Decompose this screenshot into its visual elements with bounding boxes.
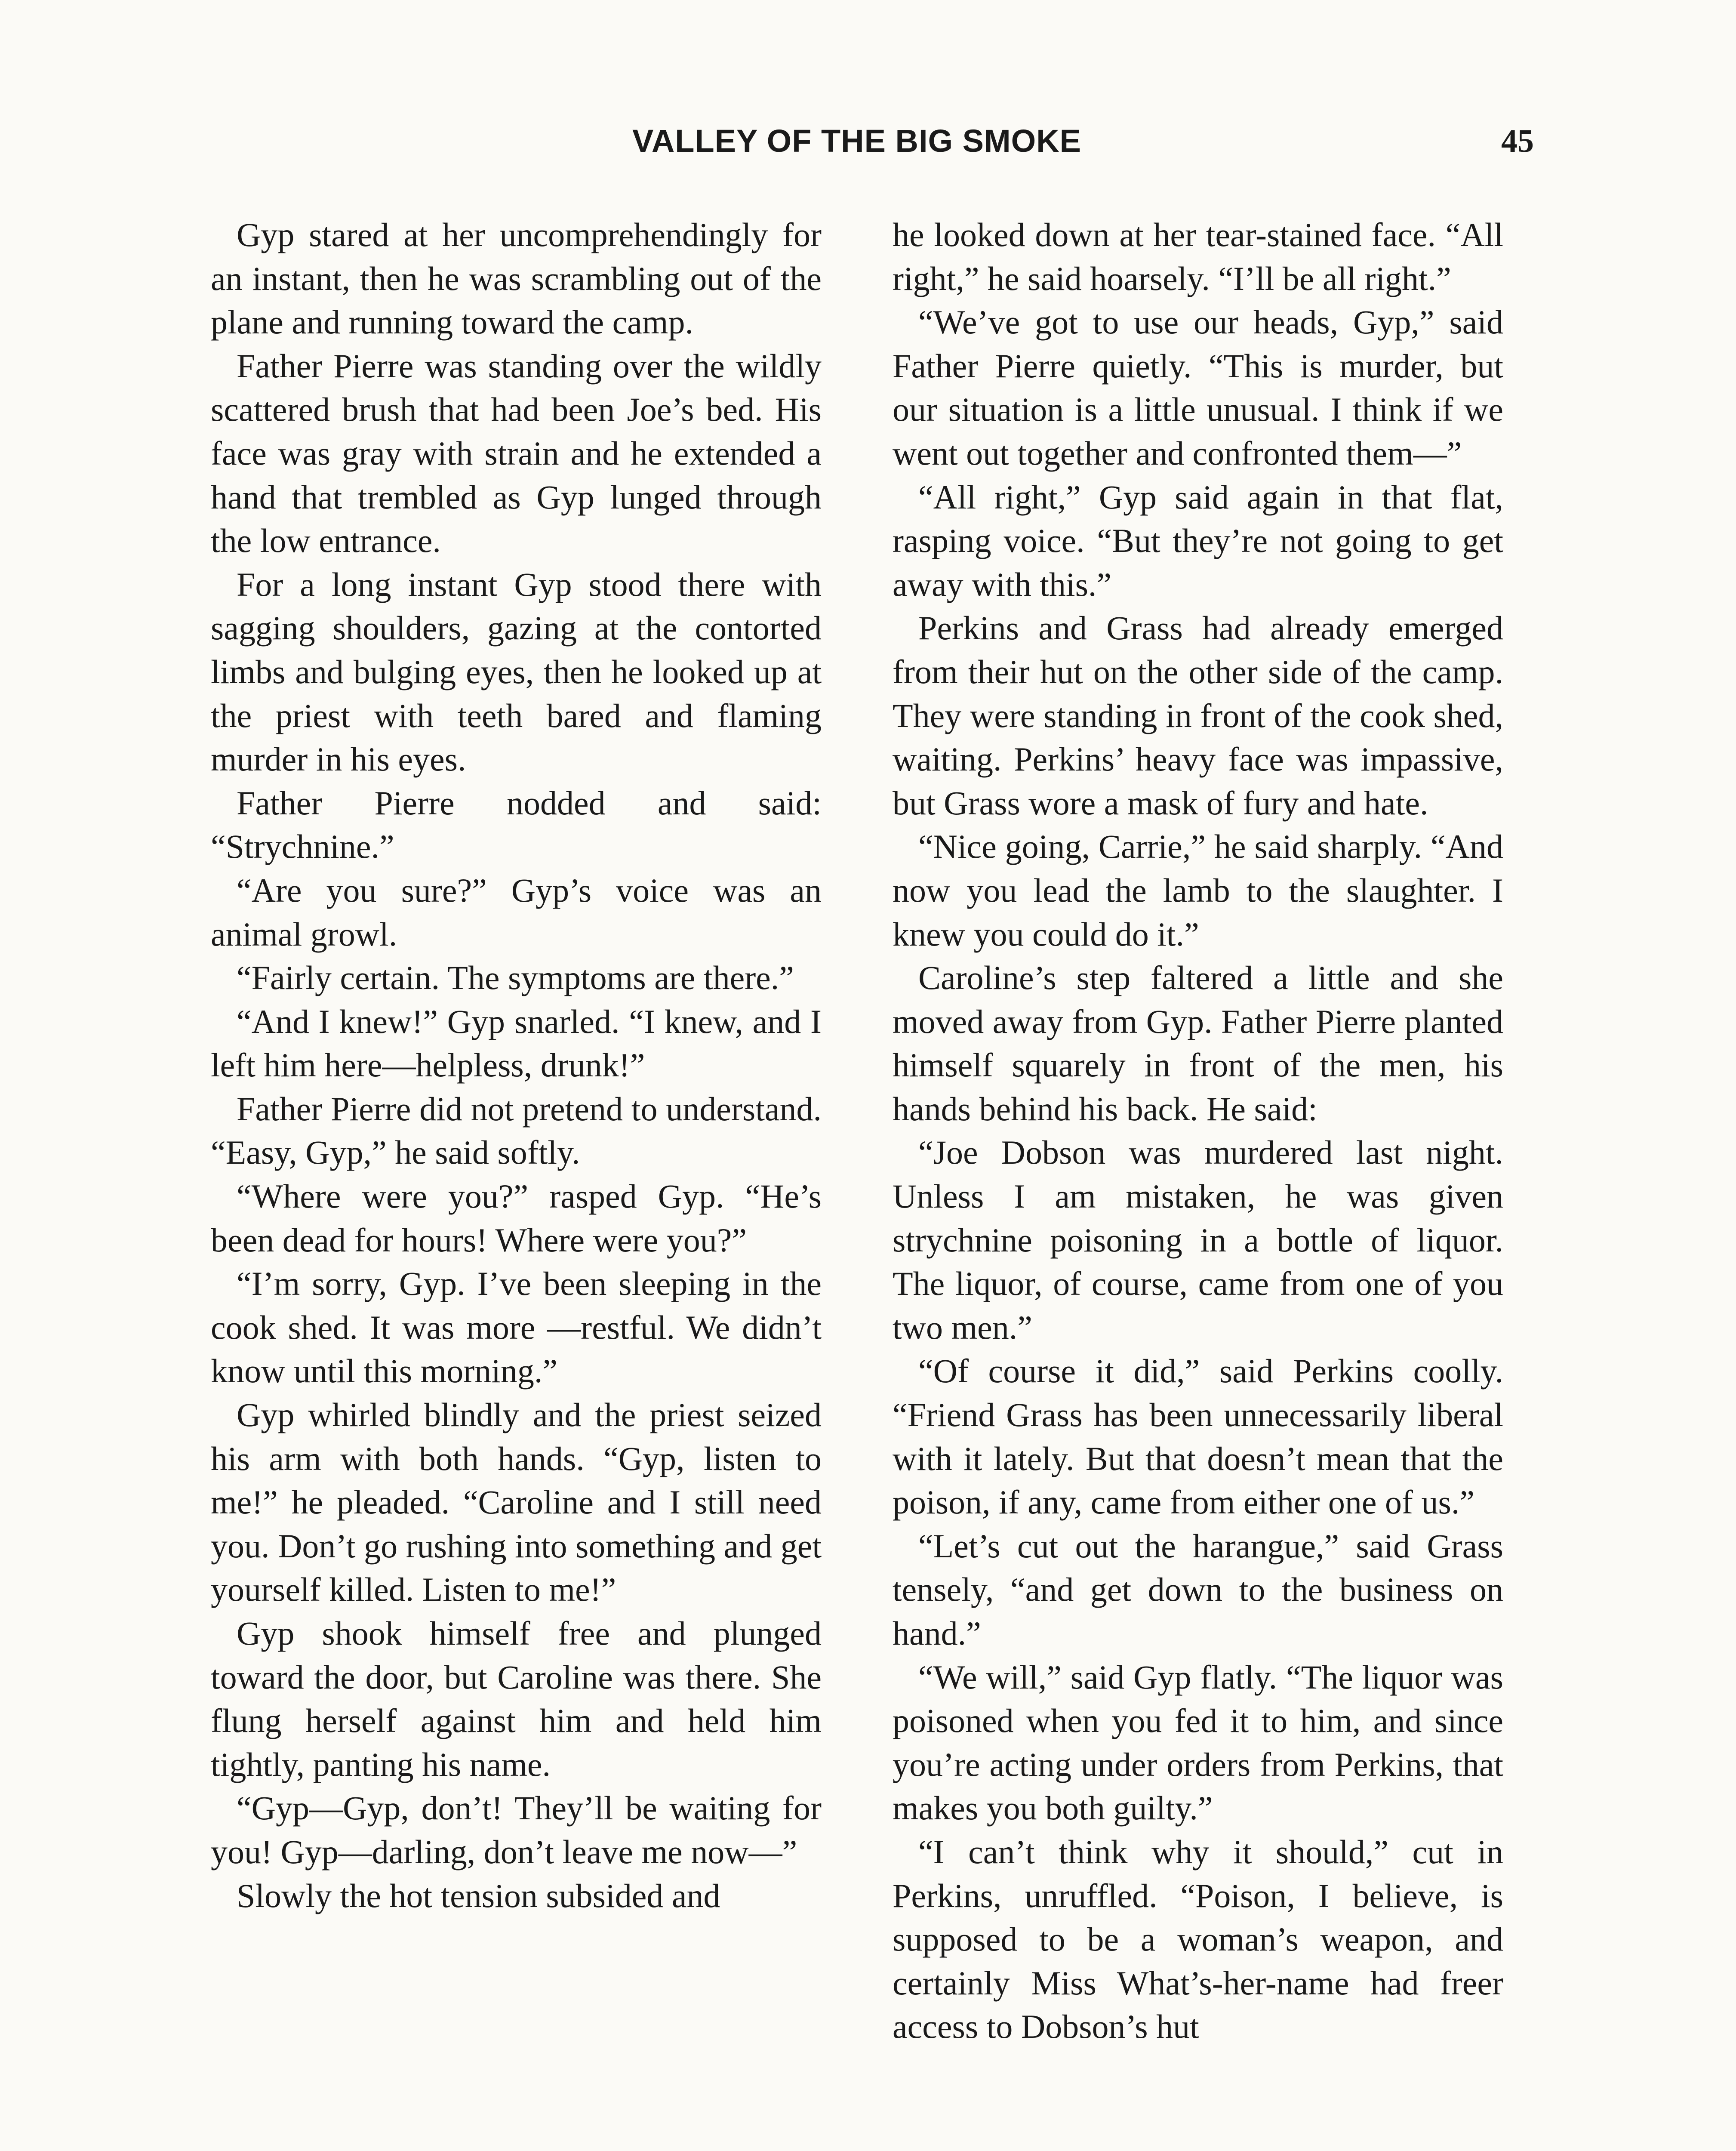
- paragraph: “Fairly certain. The symptoms are there.”: [237, 959, 794, 997]
- left-column: [211, 213, 822, 1917]
- paragraph: Gyp stared at her uncomprehendingly for an instant, then he was scrambling out of the plane and running toward the camp.: [211, 216, 822, 341]
- paragraph: Father Pierre did not pretend to understand. “Easy, Gyp,” he said softly.: [211, 1090, 822, 1171]
- paragraph: “Let’s cut out the harangue,” said Grass tensely, “and get down to the business on hand.”: [893, 1527, 1503, 1652]
- paragraph: “All right,” Gyp said again in that flat, rasping voice. “But they’re not going to get away with this.”: [893, 478, 1503, 603]
- paragraph: Caroline’s step faltered a little and she moved away from Gyp. Father Pierre planted himself squarely in front of the men, his hands behind his back. He said:: [893, 959, 1503, 1128]
- paragraph-continued: he looked down at her tear-stained face. “All right,” he said hoarsely. “I’ll be all right.”: [893, 216, 1503, 297]
- paragraph: “Nice going, Carrie,” he said sharply. “And now you lead the lamb to the slaughter. I knew you could do it.”: [893, 828, 1503, 953]
- paragraph: “And I knew!” Gyp snarled. “I knew, and I left him here—helpless, drunk!”: [211, 1002, 822, 1084]
- paragraph: “Where were you?” rasped Gyp. “He’s been dead for hours! Where were you?”: [211, 1177, 822, 1259]
- paragraph: “We will,” said Gyp flatly. “The liquor was poisoned when you fed it to him, and since you’re acting under orders from Perkins, that makes you both guilty.”: [893, 1658, 1503, 1827]
- right-column: [893, 213, 1503, 2049]
- paragraph: “I’m sorry, Gyp. I’ve been sleeping in the cook shed. It was more —restful. We didn’t know until this morning.”: [211, 1265, 822, 1390]
- paragraph: “Joe Dobson was murdered last night. Unless I am mistaken, he was given strychnine poisoning in a bottle of liquor. The liquor, of course, came from one of you two men.”: [893, 1134, 1503, 1346]
- paragraph: For a long instant Gyp stood there with sagging shoulders, gazing at the contorted limbs and bulging eyes, then he looked up at the priest with teeth bared and flaming murder in his eyes.: [211, 565, 822, 778]
- paragraph: “Are you sure?” Gyp’s voice was an animal growl.: [211, 871, 822, 953]
- paragraph: Father Pierre nodded and said: “Strychnine.”: [211, 784, 822, 866]
- paragraph: “We’ve got to use our heads, Gyp,” said Father Pierre quietly. “This is murder, but our situation is a little unusual. I think if we went out together and confronted them—”: [893, 303, 1503, 472]
- paragraph: Gyp whirled blindly and the priest seized his arm with both hands. “Gyp, listen to me!” he pleaded. “Caroline and I still need you. Don’t go rushing into something and get yourself killed. Listen to me!”: [211, 1396, 822, 1609]
- paragraph: “Of course it did,” said Perkins coolly. “Friend Grass has been unnecessarily liberal with it lately. But that doesn’t mean that the poison, if any, came from either one of us.”: [893, 1352, 1503, 1521]
- page-number: 45: [1501, 123, 1534, 159]
- paragraph: Perkins and Grass had already emerged from their hut on the other side of the camp. They were standing in front of the cook shed, waiting. Perkins’ heavy face was impassive, but Grass wore a mask of fury and hate.: [893, 609, 1503, 822]
- paragraph: Gyp shook himself free and plunged toward the door, but Caroline was there. She flung herself against him and held him tightly, panting his name.: [211, 1615, 822, 1783]
- running-title: VALLEY OF THE BIG SMOKE: [632, 123, 1082, 159]
- page-header: [0, 123, 1736, 170]
- paragraph: Father Pierre was standing over the wildly scattered brush that had been Joe’s bed. His face was gray with strain and he extended a hand that trembled as Gyp lunged through the low entrance.: [211, 347, 822, 560]
- paragraph: “I can’t think why it should,” cut in Perkins, unruffled. “Poison, I believe, is supposed to be a woman’s weapon, and certainly Miss What’s-her-name had freer access to Dobson’s hut: [893, 1833, 1503, 2046]
- paragraph: Slowly the hot tension subsided and: [237, 1877, 720, 1914]
- paragraph: “Gyp—Gyp, don’t! They’ll be waiting for you! Gyp—darling, don’t leave me now—”: [211, 1789, 822, 1871]
